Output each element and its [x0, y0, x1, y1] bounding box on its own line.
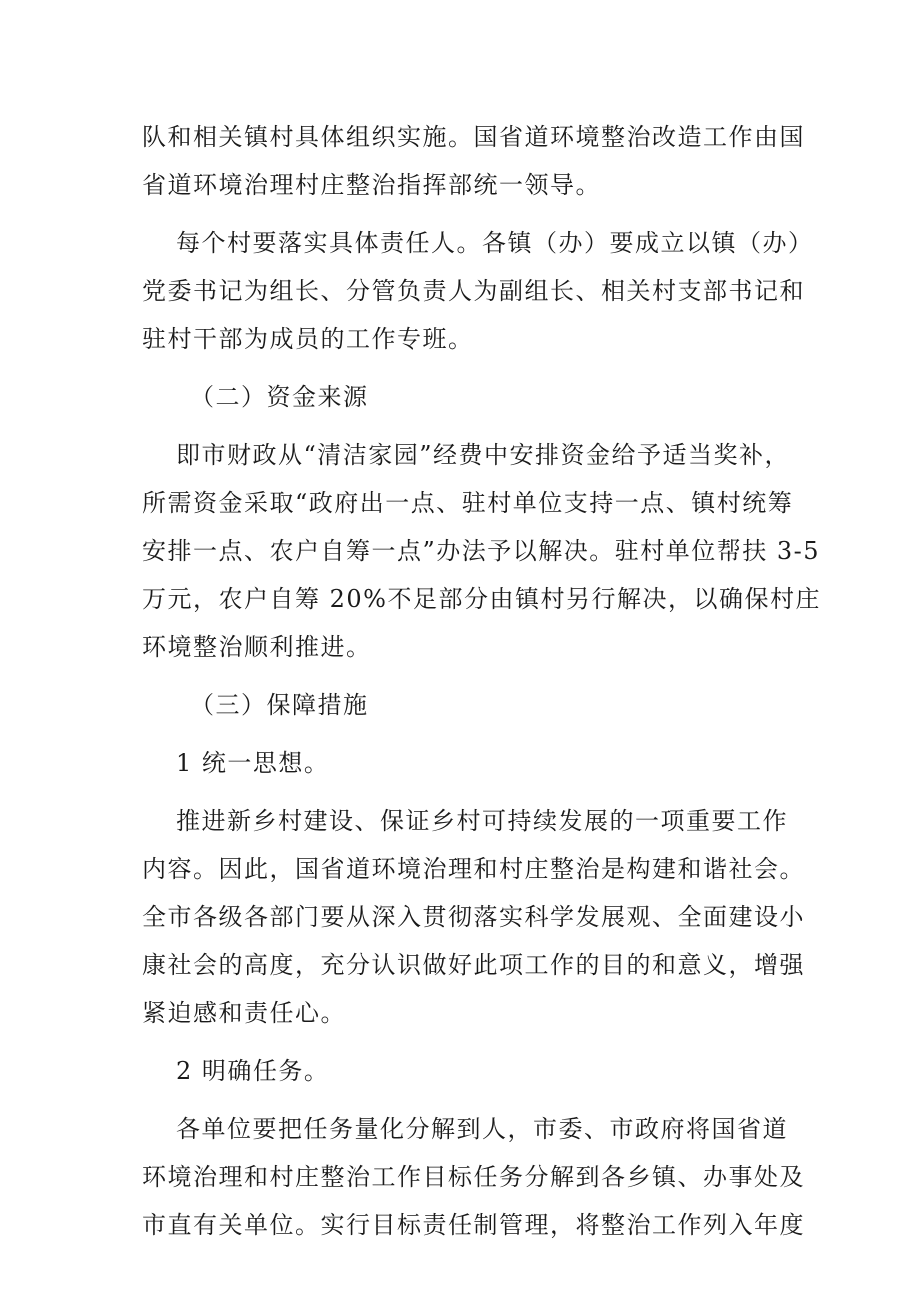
text-line: 万元，农户自筹 20%不足部分由镇村另行解决，以确保村庄 — [142, 585, 821, 613]
text-line: 队和相关镇村具体组织实施。国省道环境整治改造工作由国 — [142, 123, 805, 151]
section-heading — [142, 681, 792, 729]
paragraph — [142, 431, 821, 671]
paragraph — [142, 219, 814, 363]
document-body — [142, 113, 821, 1249]
text-line: 各单位要把任务量化分解到人，市委、市政府将国省道 — [176, 1115, 788, 1143]
paragraph — [142, 1105, 805, 1249]
subsection-heading-text: 1 统一思想。 — [176, 749, 330, 777]
text-line: 紧迫感和责任心。 — [142, 999, 346, 1027]
paragraph — [142, 797, 805, 1037]
text-line: 即市财政从“清洁家园”经费中安排资金给予适当奖补， — [176, 441, 791, 469]
text-line: 安排一点、农户自筹一点”办法予以解决。驻村单位帮扶 3-5 — [142, 537, 821, 565]
subsection-heading — [142, 1047, 792, 1095]
text-line: 市直有关单位。实行目标责任制管理，将整治工作列入年度 — [142, 1211, 805, 1239]
section-heading-text: （三）保障措施 — [190, 691, 369, 719]
section-heading-text: （二）资金来源 — [190, 383, 369, 411]
text-line: 康社会的高度，充分认识做好此项工作的目的和意义，增强 — [142, 951, 805, 979]
text-line: 内容。因此，国省道环境治理和村庄整治是构建和谐社会。 — [142, 855, 805, 883]
text-line: 环境整治顺利推进。 — [142, 633, 372, 661]
text-line: 全市各级各部门要从深入贯彻落实科学发展观、全面建设小 — [142, 903, 805, 931]
text-line: 推进新乡村建设、保证乡村可持续发展的一项重要工作 — [176, 807, 788, 835]
subsection-heading — [142, 739, 792, 787]
text-line: 驻村干部为成员的工作专班。 — [142, 325, 474, 353]
paragraph — [142, 113, 805, 209]
text-line: 省道环境治理村庄整治指挥部统一领导。 — [142, 171, 601, 199]
subsection-heading-text: 2 明确任务。 — [176, 1057, 330, 1085]
section-heading — [142, 373, 792, 421]
text-line: 所需资金采取“政府出一点、驻村单位支持一点、镇村统筹 — [142, 489, 794, 517]
text-line: 环境治理和村庄整治工作目标任务分解到各乡镇、办事处及 — [142, 1163, 805, 1191]
text-line: 党委书记为组长、分管负责人为副组长、相关村支部书记和 — [142, 277, 805, 305]
text-line: 每个村要落实具体责任人。各镇（办）要成立以镇（办） — [176, 229, 814, 257]
